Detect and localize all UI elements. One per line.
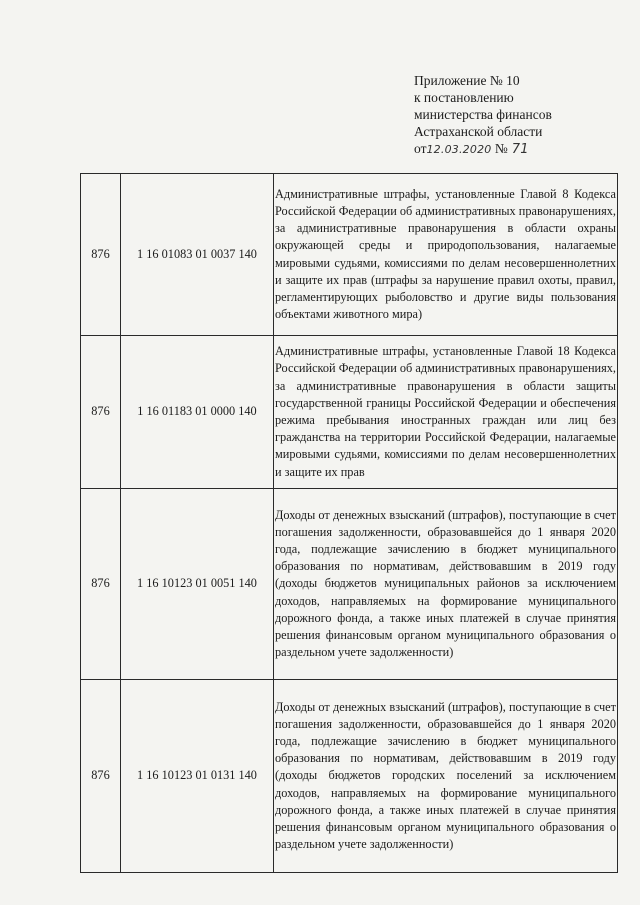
kbk-code-cell: 1 16 10123 01 0131 140 (121, 680, 274, 873)
kbk-code-cell: 1 16 10123 01 0051 140 (121, 489, 274, 680)
appendix-date-line (414, 140, 614, 158)
appendix-ministry-line: министерства финансов (414, 107, 552, 122)
table-row (81, 680, 618, 873)
appendix-resolution-line: к постановлению (414, 90, 514, 105)
table-row (81, 489, 618, 680)
table-row (81, 174, 618, 336)
description-cell: Административные штрафы, установленные Главой 8 Кодекса Российской Федерации об административных правонарушениях, за административные правонарушения в области охраны окружающей среды и природопользования, налагаемые мировыми судьями, комиссиями по делам несовершеннолетних и защите их прав (штрафы за нарушение правил охоты, правил, регламентирующих рыболовство и другие виды пользования объектами животного мира) (274, 174, 618, 336)
appendix-region-line: Астраханской области (414, 124, 543, 139)
description-cell: Доходы от денежных взысканий (штрафов), поступающие в счет погашения задолженности, образовавшейся до 1 января 2020 года, подлежащие зачислению в бюджет муниципального образования по нормативам, действовавшим в 2019 году (доходы бюджетов городских поселений за исключением доходов, направляемых на формирование муниципального дорожного фонда, а также иных платежей в случае принятия решения финансовым органом муниципального образования о раздельном учете задолженности) (274, 680, 618, 873)
admin-code-cell: 876 (81, 336, 121, 489)
kbk-code-cell: 1 16 01083 01 0037 140 (121, 174, 274, 336)
table-row (81, 336, 618, 489)
admin-code-cell: 876 (81, 489, 121, 680)
admin-code-cell: 876 (81, 680, 121, 873)
appendix-title: Приложение № 10 (414, 73, 520, 88)
appendix-header (414, 72, 614, 158)
budget-codes-table (80, 173, 618, 873)
description-cell: Административные штрафы, установленные Главой 18 Кодекса Российской Федерации об административных правонарушениях, за административные правонарушения в области защиты государственной границы Российской Федерации и обеспечения режима пребывания иностранных граждан или лиц без гражданства на территории Российской Федерации, налагаемые мировыми судьями, комиссиями по делам несовершеннолетних и защите их прав (274, 336, 618, 489)
description-cell: Доходы от денежных взысканий (штрафов), поступающие в счет погашения задолженности, образовавшейся до 1 января 2020 года, подлежащие зачислению в бюджет муниципального образования по нормативам, действовавшим в 2019 году (доходы бюджетов муниципальных районов за исключением доходов, направляемых на формирование муниципального дорожного фонда, а также иных платежей в случае принятия решения финансовым органом муниципального образования о раздельном учете задолженности) (274, 489, 618, 680)
date-prefix: от (414, 141, 427, 156)
handwritten-number: 71 (511, 142, 529, 157)
admin-code-cell: 876 (81, 174, 121, 336)
kbk-code-cell: 1 16 01183 01 0000 140 (121, 336, 274, 489)
handwritten-date: 12.03.2020 (426, 143, 492, 156)
number-prefix: № (494, 141, 508, 156)
